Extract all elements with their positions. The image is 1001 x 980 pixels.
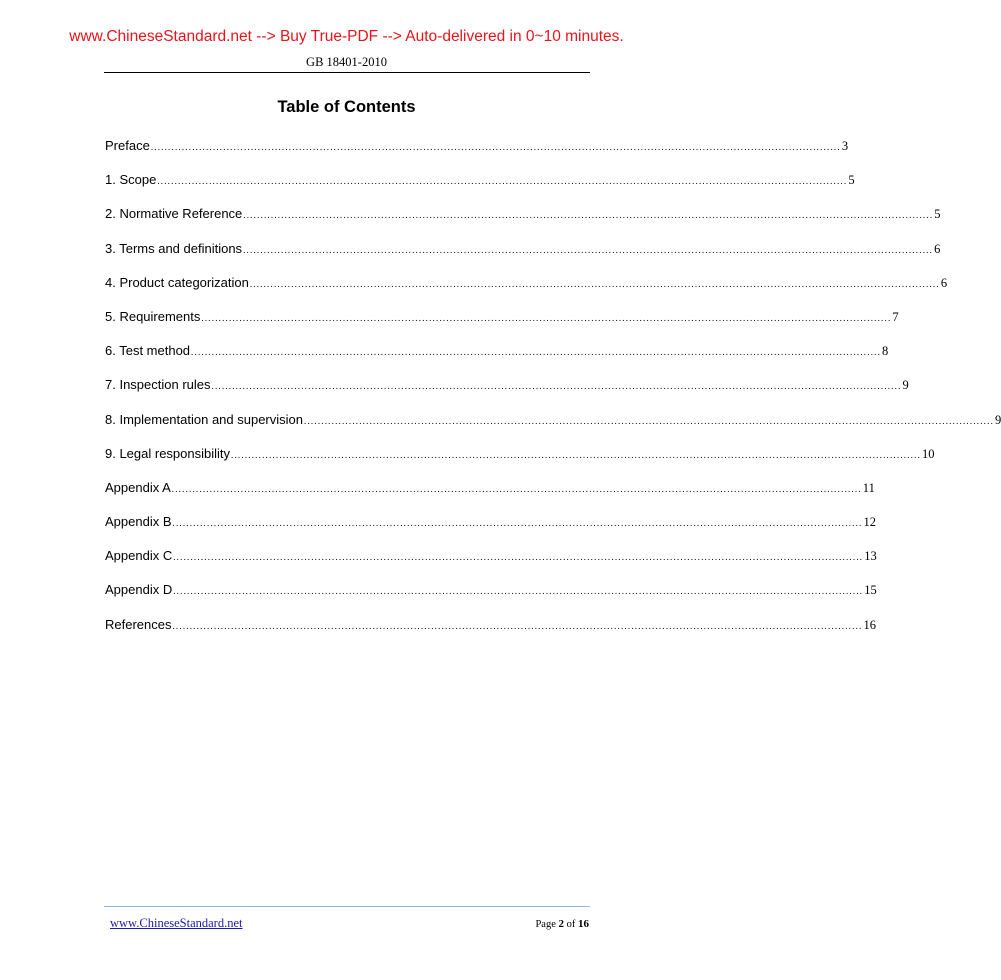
current-page: 2 — [558, 918, 564, 930]
toc-dot-leader: ........................................................................................................................................................................................................ — [150, 142, 841, 152]
toc-dot-leader: ........................................................................................................................................................................................................ — [304, 415, 995, 426]
toc-dot-leader: ........................................................................................................................................................................................................ — [172, 518, 863, 529]
toc-entry-page: 5 — [848, 173, 855, 188]
toc-entry-label: 2. Normative Reference — [105, 206, 243, 222]
toc-entry-label: Appendix A — [105, 479, 171, 495]
toc-entry-label: 7. Inspection rules — [105, 377, 211, 393]
toc-entry-label: Appendix B — [105, 514, 172, 530]
footer-website-link[interactable]: www.ChineseStandard.net — [110, 916, 243, 930]
toc-dot-leader: ........................................................................................................................................................................................................ — [191, 347, 882, 358]
toc-entry-page: 9 — [995, 412, 1001, 427]
toc-entry-page: 8 — [882, 344, 889, 359]
toc-entry[interactable] — [105, 548, 877, 582]
toc-entry[interactable] — [105, 274, 948, 309]
toc-entry[interactable] — [105, 582, 877, 616]
toc-entry-page: 3 — [841, 139, 849, 153]
toc-entry-label: 6. Test method — [105, 343, 191, 359]
promo-banner[interactable]: www.ChineseStandard.net --> Buy True-PDF --> Auto-delivered in 0~10 minutes. — [69, 28, 624, 45]
toc-dot-leader: ........................................................................................................................................................................................................ — [171, 483, 862, 494]
toc-dot-leader: ........................................................................................................................................................................................................ — [243, 244, 934, 255]
standard-code: GB 18401-2010 — [306, 55, 387, 69]
footer-divider — [104, 906, 590, 907]
toc-entry[interactable] — [105, 138, 849, 172]
toc-entry-page: 11 — [862, 480, 875, 495]
toc-entry[interactable] — [105, 514, 876, 548]
toc-entry-page: 13 — [864, 549, 877, 564]
toc-entry-page: 12 — [863, 515, 876, 530]
toc-dot-leader: ........................................................................................................................................................................................................ — [173, 552, 864, 563]
toc-dot-leader: ........................................................................................................................................................................................................ — [157, 176, 848, 187]
toc-entry[interactable] — [105, 308, 899, 343]
total-pages: 16 — [578, 918, 589, 930]
toc-dot-leader: ........................................................................................................................................................................................................ — [172, 620, 863, 631]
toc-entry[interactable] — [105, 172, 855, 206]
toc-entry-label: 5. Requirements — [105, 308, 201, 324]
toc-entry-label: 9. Legal responsibility — [105, 445, 231, 461]
toc-dot-leader: ........................................................................................................................................................................................................ — [249, 278, 940, 289]
page-indicator — [535, 918, 589, 930]
toc-entry-label: Preface — [105, 138, 150, 153]
toc-dot-leader: ........................................................................................................................................................................................................ — [231, 449, 922, 460]
toc-entry-label: Appendix C — [105, 548, 173, 564]
toc-entry-page: 6 — [940, 275, 948, 290]
toc-entry-page: 16 — [863, 617, 876, 632]
toc-entry[interactable] — [105, 479, 875, 514]
toc-list — [105, 138, 1001, 651]
header-divider — [104, 72, 590, 73]
toc-entry[interactable] — [105, 206, 941, 240]
toc-entry[interactable] — [105, 445, 935, 480]
toc-entry[interactable] — [105, 411, 1001, 446]
toc-entry[interactable] — [105, 616, 876, 651]
toc-entry-label: 8. Implementation and supervision — [105, 411, 304, 427]
toc-entry-page: 5 — [934, 207, 941, 222]
toc-entry[interactable] — [105, 343, 889, 377]
toc-dot-leader: ........................................................................................................................................................................................................ — [211, 381, 902, 392]
toc-dot-leader: ........................................................................................................................................................................................................ — [243, 210, 934, 221]
toc-entry-page: 7 — [892, 309, 899, 324]
toc-entry-label: Appendix D — [105, 582, 173, 598]
toc-entry-page: 10 — [922, 446, 935, 461]
toc-entry-label: 4. Product categorization — [105, 274, 249, 290]
toc-dot-leader: ........................................................................................................................................................................................................ — [201, 312, 892, 323]
toc-entry[interactable] — [105, 377, 909, 411]
toc-dot-leader: ........................................................................................................................................................................................................ — [173, 586, 864, 597]
toc-title: Table of Contents — [277, 98, 416, 116]
toc-entry-page: 9 — [902, 378, 909, 393]
toc-entry-label: 1. Scope — [105, 172, 157, 188]
toc-entry-page: 6 — [934, 241, 941, 256]
toc-entry-page: 15 — [864, 583, 877, 598]
toc-entry-label: References — [105, 616, 172, 632]
toc-entry[interactable] — [105, 240, 941, 275]
page-separator: of — [566, 919, 576, 930]
page-prefix: Page — [535, 919, 556, 930]
toc-entry-label: 3. Terms and definitions — [105, 240, 243, 256]
